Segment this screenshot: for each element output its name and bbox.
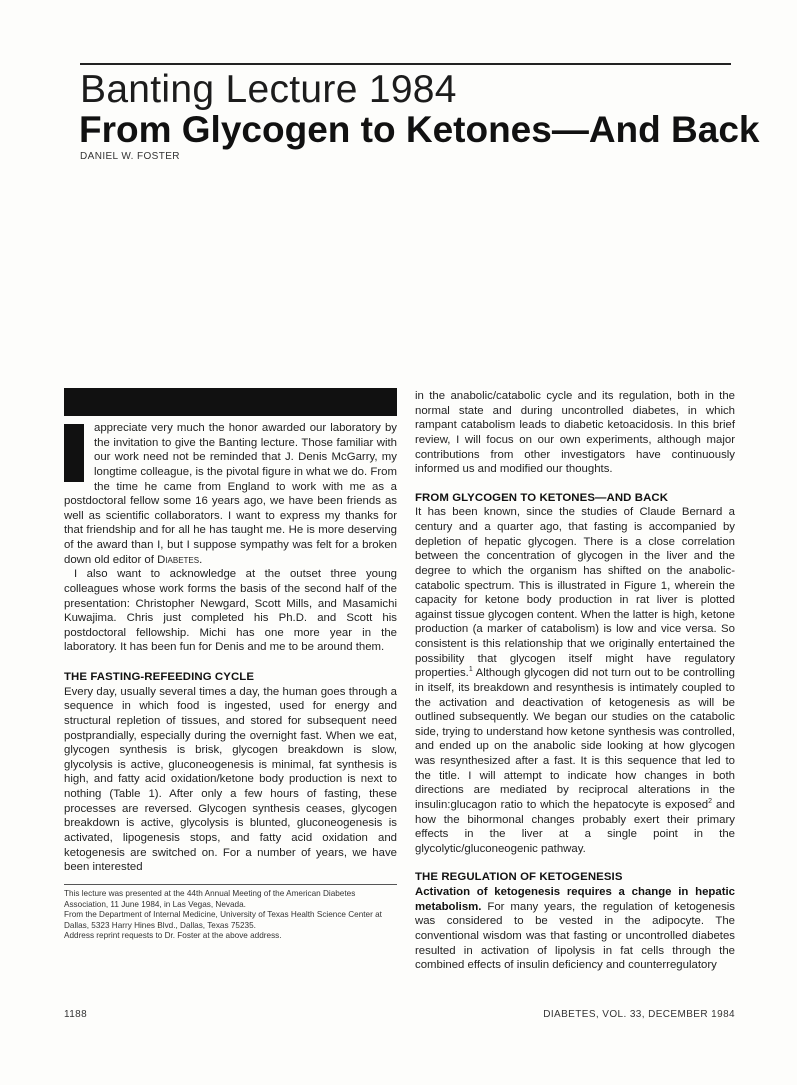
ref-2: 2 [708,798,713,806]
journal-info: DIABETES, VOL. 33, DECEMBER 1984 [543,1009,735,1020]
section-bar [64,388,397,416]
lecture-title: Banting Lecture 1984 [80,68,457,111]
section-heading-fasting: THE FASTING-REFEEDING CYCLE [64,671,255,683]
acknowledgment-paragraph: I also want to acknowledge at the outset three young colleagues whose work forms the basis of the second half of the presentation: Christopher Newgard, Scott Mills, and Masamichi Kuwajima. Chris just completed his Ph.D. and Scott his postdoctoral fellowship. Michi has one more year in the laboratory. It has been fun for Denis and me to be around them. [64,568,397,654]
journal-name: Diabetes. [157,553,203,566]
footnote-department: From the Department of Internal Medicine, University of Texas Health Science Center at Dallas, 5323 Harry Hines Blvd., Dallas, Texas 75235. [64,910,382,930]
drop-cap [64,424,84,482]
article-title: From Glycogen to Ketones—And Back [79,109,760,150]
page-number: 1188 [64,1009,88,1020]
intro-text: appreciate very much the honor awarded our laboratory by the invitation to give the Banting lecture. Those familiar with our work need not be reminded that J. Denis McGarry, my longtime colleague, is the pivotal figure in what we do. From the time he came from England to work with me as a postdoctoral fellow some 16 years ago, we have been friends as well as scientific collaborators. I want to express my thanks for that friendship and for all he has taught me. He is more deserving of the award than I, but I suppose sympathy was felt for a broken down old editor of [64,422,397,566]
ref-1: 1 [468,666,473,674]
author-name: DANIEL W. FOSTER [80,151,180,162]
fasting-paragraph: Every day, usually several times a day, the human goes through a sequence in which food is ingested, used for energy and structural repletion of tissues, and stored for subsequent need postprandially, especially during the overnight fast. When we eat, glycogen synthesis is brisk, glycogen breakdown is slow, glycolysis is active, gluconeogenesis is minimal, fat synthesis is high, and fatty acid oxidation/ketone body production is next to nothing (Table 1). After only a few hours of fasting, these processes are reversed. Glycogen synthesis ceases, glycogen breakdown is active, glycolysis is blunted, gluconeogenesis is activated, lipogenesis stops, and fatty acid oxidation and ketogenesis are switched on. For a number of years, we have been interested [64,685,397,874]
left-column [64,421,397,875]
footnote-presented: This lecture was presented at the 44th Annual Meeting of the American Diabetes Association, 11 June 1984, in Las Vegas, Nevada. [64,889,356,909]
right-column [415,389,735,973]
footnote-reprints: Address reprint requests to Dr. Foster at the above address. [64,931,282,941]
section-heading-glycogen: FROM GLYCOGEN TO KETONES—AND BACK [415,491,669,504]
regulation-paragraph: Activation of ketogenesis requires a change in hepatic metabolism. For many years, the regulation of ketogenesis was considered to be vested in the adipocyte. The conventional wisdom was that fasting or uncontrolled diabetes resulted in activation of lipolysis in fat cells through the combined effects of insulin deficiency and counterregulatory [415,886,735,972]
glycogen-paragraph: It has been known, since the studies of Claude Bernard a century and a quarter ago, that fasting is accompanied by depletion of hepatic glycogen. There is a close correlation between the concentration of glycogen in the liver and the degree to which the organism has shifted on the anabolic-catabolic spectrum. This is illustrated in Figure 1, wherein the capacity for ketone body production in rat liver is plotted against tissue glycogen content. When the latter is high, ketone production (a marker of catabolism) is low and vice versa. So consistent is this relationship that we originally entertained the possibility that glycogen itself might have regulatory properties.$^1$ Although glycogen did not turn out to be controlling in itself, its breakdown and resynthesis is intimately coupled to the activation and deactivation of ketogenesis as will be outlined subsequently. We began our studies on the catabolic side, trying to understand how ketone synthesis was controlled, and ended up on the anabolic side looking at how glycogen was resynthesized after a fast. It is this sequence that led to the title. I will attempt to indicate how changes in both directions are mediated by reciprocal alterations in the insulin:glucagon ratio to which the hepatocyte is exposed$^2$ and how the bihormonal changes probably exert their primary effects in the liver at a single point in the glycolytic/gluconeogenic pathway. [415,506,736,855]
runin-heading: Activation of ketogenesis requires a change in hepatic metabolism. [415,886,735,913]
footnotes [64,889,397,942]
intro-paragraph [64,421,397,567]
footnote-rule [64,884,397,885]
section-heading-regulation: THE REGULATION OF KETOGENESIS [415,871,623,884]
continuation-paragraph: in the anabolic/catabolic cycle and its regulation, both in the normal state and during uncontrolled diabetes, in which rampant catabolism leads to diabetic ketoacidosis. In this brief review, I will focus on our own experiments, although major contributions from other investigators have continuously informed us and modified our thoughts. [415,390,735,476]
top-rule [80,63,731,65]
